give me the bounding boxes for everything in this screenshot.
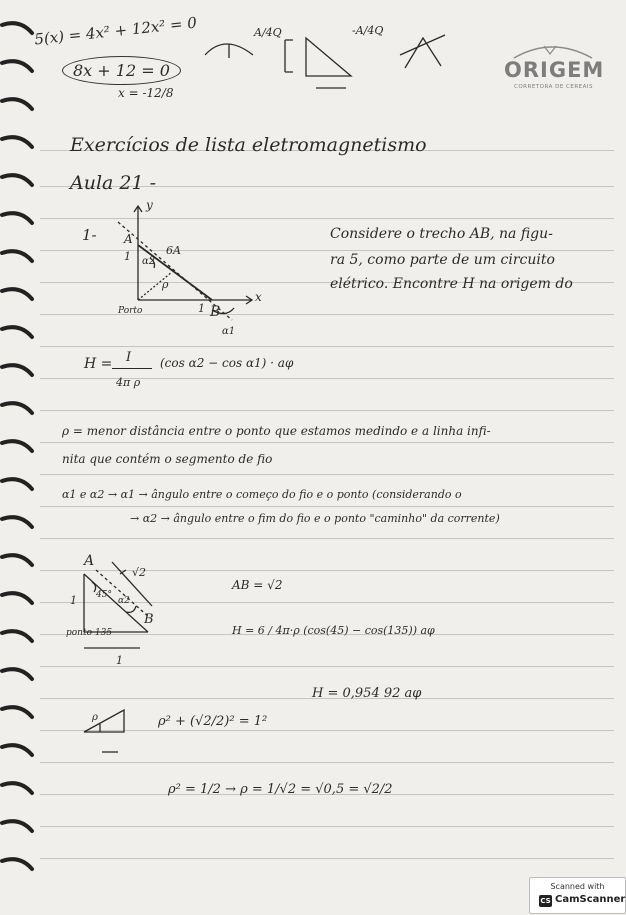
exercise-statement-line-3: elétrico. Encontre H na origem do [330, 276, 573, 292]
page-title: Exercícios de lista eletromagnetismo [70, 134, 427, 156]
exercise-statement-line-2: ra 5, como parte de um circuito [330, 252, 555, 268]
scratch-line-1: 5(x) = 4x² + 12x² = 0 [33, 13, 198, 49]
logo-tagline: CORRETORA DE CEREAIS [514, 84, 594, 90]
fig1-label-alpha2: α2 [142, 256, 156, 267]
fig2-label-1: 1 [70, 594, 77, 607]
note-line-3: α1 e α2 → α1 → ângulo entre o começo do fio e o ponto (considerando o [62, 488, 462, 501]
fig1-label-1-bottom: 1 [198, 302, 205, 315]
calc-ab: AB = √2 [232, 578, 283, 592]
note-line-2: nita que contém o segmento de fio [62, 452, 273, 466]
fig1-label-A: A [124, 232, 133, 246]
calc-h-result: H = 0,954 92 aφ [312, 686, 422, 701]
fig1-label-rho: ρ [162, 278, 169, 291]
fig1-label-B: B [210, 304, 221, 320]
scanner-brand: CamScanner [555, 894, 626, 905]
fig1-label-alpha1: α1 [222, 326, 236, 337]
fig1-label-y: y [146, 198, 153, 212]
scratch-line-2: 8x + 12 = 0 [62, 56, 181, 85]
fig1-label-1-left: 1 [124, 250, 131, 263]
camscanner-badge [529, 877, 626, 914]
calc-rho-equation: ρ² + (√2/2)² = 1² [158, 714, 268, 729]
fig2-label-alpha2: α2 [118, 596, 130, 606]
formula-rhs: (cos α2 − cos α1) · aφ [160, 356, 294, 370]
fig2-label-origin: ponto 135 [66, 628, 113, 638]
calc-h-expression: H = 6 / 4π·ρ (cos(45) − cos(135)) aφ [232, 624, 435, 637]
exercise-statement-line-1: Considere o trecho AB, na figu- [330, 226, 553, 242]
exercise-number: 1- [82, 226, 97, 244]
formula-lhs: H = [84, 356, 113, 372]
camscanner-icon: CS [540, 897, 551, 905]
scratch-line-3: x = -12/8 [118, 86, 174, 100]
fig2-label-B: B [144, 612, 154, 627]
scanner-caption: Scanned with [550, 882, 605, 891]
formula-numerator: I [126, 350, 132, 365]
note-line-1: ρ = menor distância entre o ponto que estamos medindo e a linha infi- [62, 424, 491, 438]
fig1-label-current: 6A [166, 244, 181, 257]
lesson-subtitle: Aula 21 - [70, 172, 157, 194]
note-line-4: → α2 → ângulo entre o fim do fio e o ponto "caminho" da corrente) [130, 512, 500, 525]
logo-name: ORIGEM [504, 58, 605, 82]
scratch-frac-2: -A/4Q [352, 24, 384, 37]
scratch-frac-1: A/4Q [254, 26, 282, 39]
fig2-label-45: 45° [96, 590, 112, 600]
fig2-label-sqrt2: √2 [132, 566, 147, 579]
calc-rho-result: ρ² = 1/2 → ρ = 1/√2 = √0,5 = √2/2 [168, 782, 393, 797]
fig2-label-A: A [84, 553, 95, 569]
fig2-label-1-bottom: 1 [116, 654, 123, 667]
fig1-label-x: x [255, 290, 262, 304]
formula-denominator: 4π ρ [116, 376, 141, 389]
rho-small-triangle-label: ρ [92, 712, 98, 723]
fig1-label-origin: Porto [118, 306, 143, 316]
